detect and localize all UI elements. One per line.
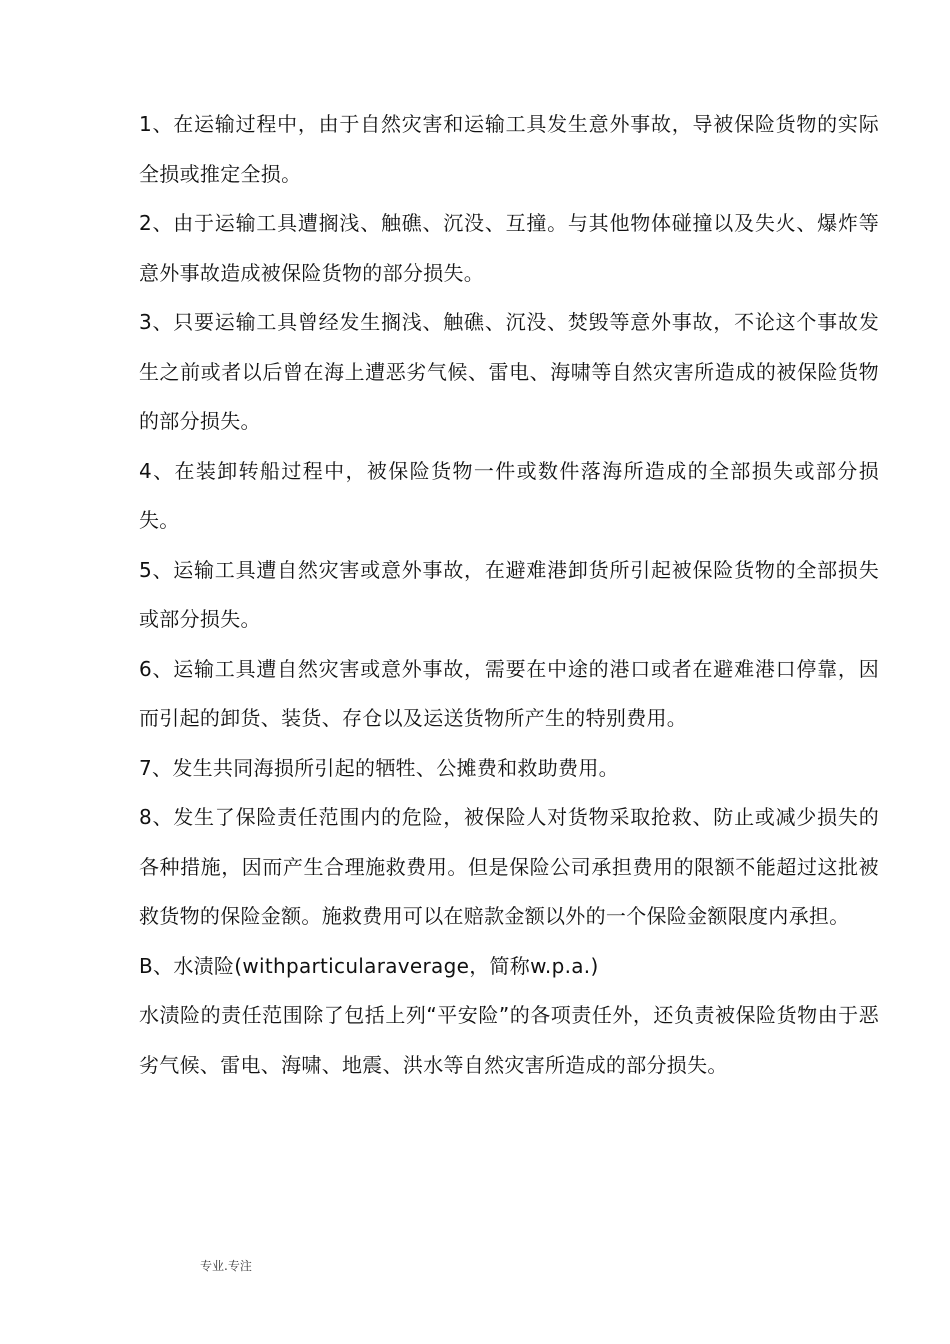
paragraph-1: 1、在运输过程中，由于自然灾害和运输工具发生意外事故，导被保险货物的实际全损或推定全损。 <box>139 112 879 186</box>
paragraph-3: 3、只要运输工具曾经发生搁浅、触礁、沉没、焚毁等意外事故，不论这个事故发生之前或者以后曾在海上遭恶劣气候、雷电、海啸等自然灾害所造成的被保险货物的部分损失。 <box>139 310 879 433</box>
paragraph-4: 4、在装卸转船过程中，被保险货物一件或数件落海所造成的全部损失或部分损失。 <box>139 458 879 532</box>
paragraph-8: 8、发生了保险责任范围内的危险，被保险人对货物采取抢救、防止或减少损失的各种措施，因而产生合理施救费用。但是保险公司承担费用的限额不能超过这批被救货物的保险金额。施救费用可以在赔款金额以外的一个保险金额限度内承担。 <box>139 805 879 928</box>
section-heading-b: B、水渍险(withparticularaverage，简称w.p.a.) <box>139 953 599 978</box>
paragraph-7: 7、发生共同海损所引起的牺牲、公摊费和救助费用。 <box>139 755 619 780</box>
document-body <box>139 100 879 1090</box>
paragraph-5: 5、运输工具遭自然灾害或意外事故，在避难港卸货所引起被保险货物的全部损失或部分损失。 <box>139 557 879 631</box>
paragraph-wpa-description: 水渍险的责任范围除了包括上列“平安险”的各项责任外，还负责被保险货物由于恶劣气候、雷电、海啸、地震、洪水等自然灾害所造成的部分损失。 <box>139 1003 879 1077</box>
paragraph-2: 2、由于运输工具遭搁浅、触礁、沉没、互撞。与其他物体碰撞以及失火、爆炸等意外事故造成被保险货物的部分损失。 <box>139 211 879 285</box>
paragraph-6: 6、运输工具遭自然灾害或意外事故，需要在中途的港口或者在避难港口停靠，因而引起的卸货、装货、存仓以及运送货物所产生的特别费用。 <box>139 656 879 730</box>
page-footer: 专业.专注 <box>200 1259 252 1273</box>
